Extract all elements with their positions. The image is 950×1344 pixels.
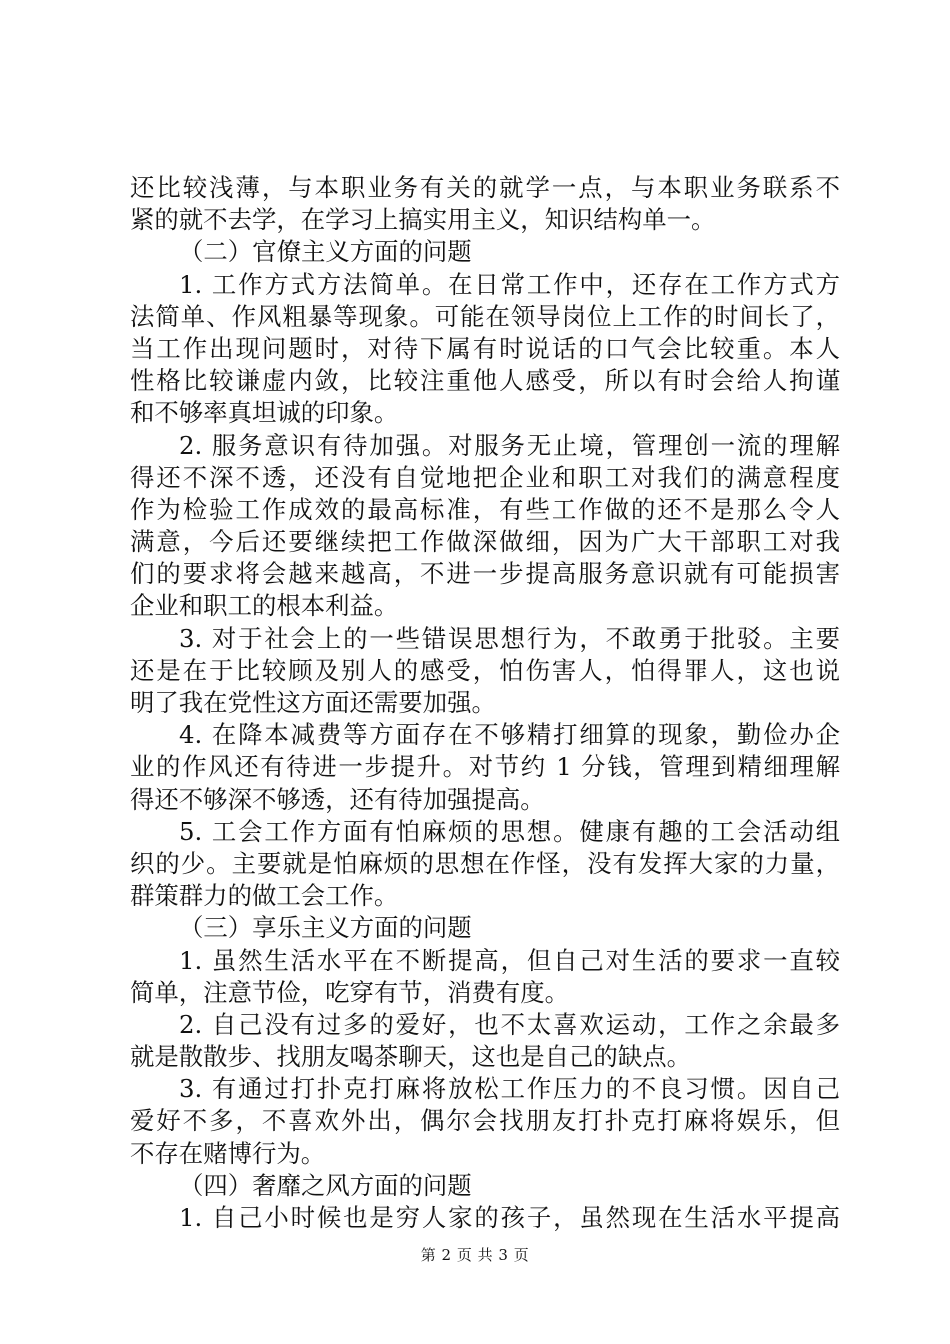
text-line: 3. 对于社会上的一些错误思想行为，不敢勇于批驳。主要 [179, 623, 840, 653]
text-line: 简单，注意节俭，吃穿有节，消费有度。 [130, 977, 570, 1007]
text-line: 性格比较谦虚内敛，比较注重他人感受，所以有时会给人拘谨 [130, 366, 840, 396]
text-line: 紧的就不去学，在学习上搞实用主义，知识结构单一。 [130, 205, 716, 235]
text-line: 5. 工会工作方面有怕麻烦的思想。健康有趣的工会活动组 [179, 816, 840, 846]
text-line: 法简单、作风粗暴等现象。可能在领导岗位上工作的时间长了， [130, 301, 840, 331]
document-body [130, 172, 840, 1234]
text-line: 2. 服务意识有待加强。对服务无止境，管理创一流的理解 [179, 430, 840, 460]
text-line: 1. 自己小时候也是穷人家的孩子，虽然现在生活水平提高 [179, 1203, 840, 1232]
text-line: 不存在赌博行为。 [130, 1138, 326, 1168]
text-line: 1. 工作方式方法简单。在日常工作中，还存在工作方式方 [179, 269, 840, 299]
text-line: 业的作风还有待进一步提升。对节约 1 分钱，管理到精细理解 [130, 752, 840, 782]
text-line: 企业和职工的根本利益。 [130, 591, 399, 621]
text-line: 群策群力的做工会工作。 [130, 881, 399, 911]
text-line: 满意，今后还要继续把工作做深做细，因为广大干部职工对我 [130, 527, 840, 557]
text-line: 当工作出现问题时，对待下属有时说话的口气会比较重。本人 [130, 333, 840, 363]
text-line: 1. 虽然生活水平在不断提高，但自己对生活的要求一直较 [179, 945, 840, 975]
text-line: 2. 自己没有过多的爱好，也不太喜欢运动，工作之余最多 [179, 1009, 840, 1039]
text-line: 们的要求将会越来越高，不进一步提高服务意识就有可能损害 [130, 559, 840, 589]
text-line: 就是散散步、找朋友喝茶聊天，这也是自己的缺点。 [130, 1042, 691, 1072]
text-line: 作为检验工作成效的最高标准，有些工作做的还不是那么令人 [130, 494, 840, 524]
text-line: 织的少。主要就是怕麻烦的思想在作怪，没有发挥大家的力量， [130, 848, 840, 878]
page-footer: 第 2 页 共 3 页 [420, 1246, 530, 1264]
text-line: 和不够率真坦诚的印象。 [130, 398, 399, 428]
text-line: 得还不深不透，还没有自觉地把企业和职工对我们的满意程度 [130, 462, 840, 492]
text-line: 得还不够深不够透，还有待加强提高。 [130, 784, 545, 814]
section-heading: （三）享乐主义方面的问题 [179, 913, 472, 943]
text-line: 4. 在降本减费等方面存在不够精打细算的现象，勤俭办企 [179, 720, 840, 750]
text-line: 爱好不多，不喜欢外出，偶尔会找朋友打扑克打麻将娱乐，但 [130, 1106, 840, 1136]
text-line: 还是在于比较顾及别人的感受，怕伤害人，怕得罪人，这也说 [130, 655, 840, 685]
section-heading: （二）官僚主义方面的问题 [179, 237, 472, 267]
section-heading: （四）奢靡之风方面的问题 [179, 1170, 472, 1200]
text-line: 还比较浅薄，与本职业务有关的就学一点，与本职业务联系不 [130, 173, 840, 202]
text-line: 3. 有通过打扑克打麻将放松工作压力的不良习惯。因自己 [179, 1074, 840, 1104]
text-line: 明了我在党性这方面还需要加强。 [130, 688, 496, 717]
